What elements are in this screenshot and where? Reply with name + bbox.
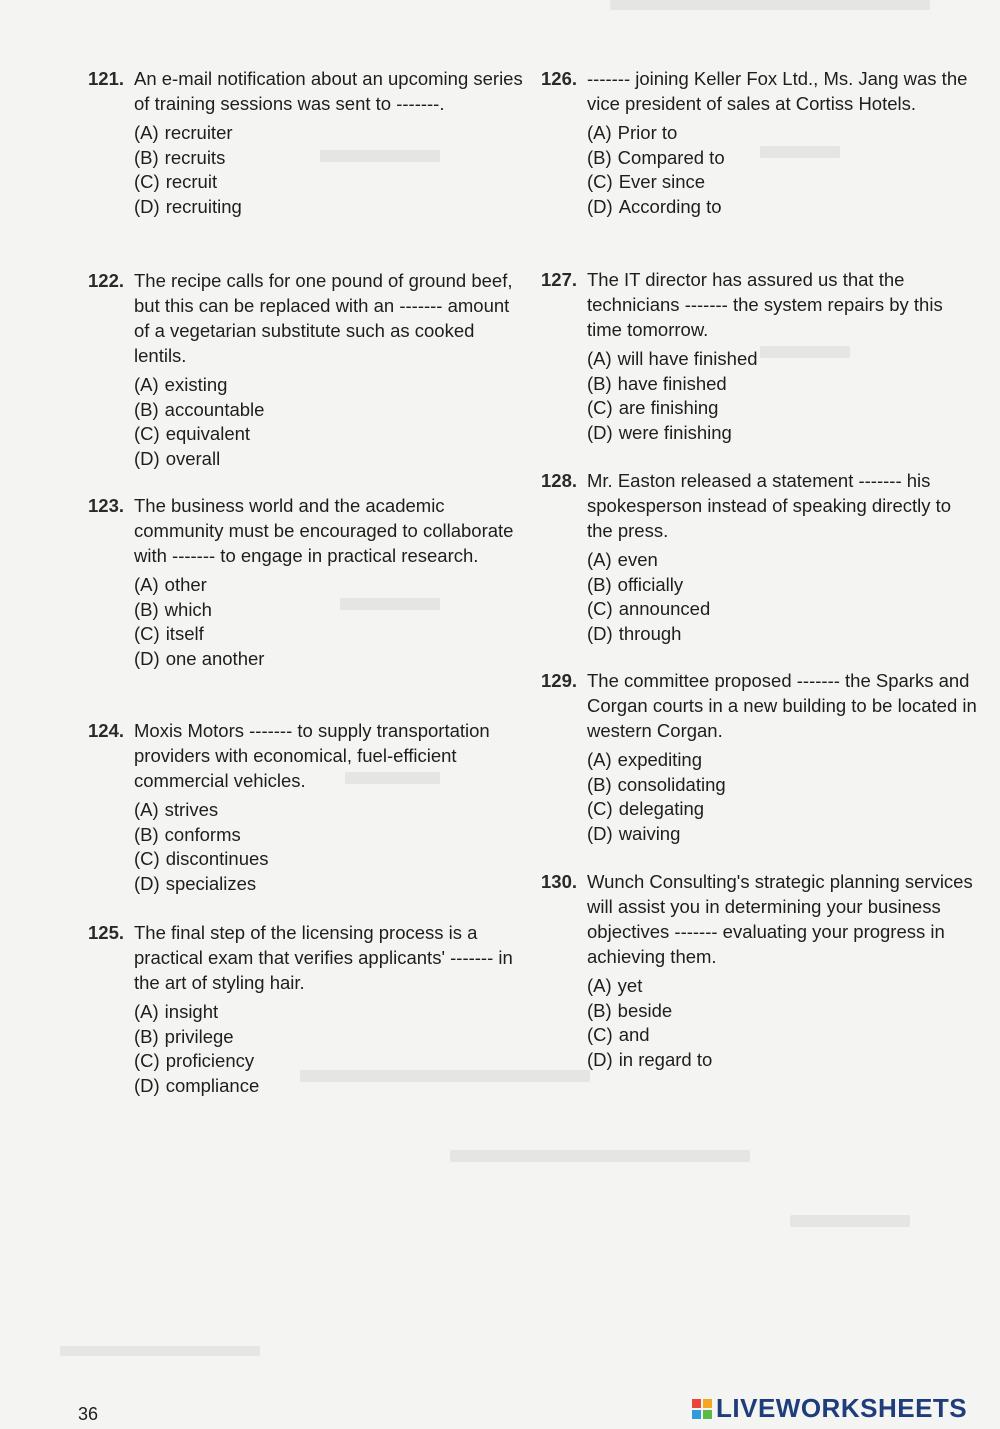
option-d[interactable]: (D) compliance <box>134 1075 260 1097</box>
option-a[interactable]: (A) other <box>134 574 207 595</box>
question-127 <box>541 267 981 446</box>
option-b[interactable]: (B) recruits <box>134 146 226 168</box>
option-a[interactable]: (A) recruiter <box>134 122 233 143</box>
question-stem: Mr. Easton released a statement ------- his spokesperson instead of speaking directly to the press. <box>587 470 952 541</box>
question-number: 121. <box>88 68 125 89</box>
question-stem: Wunch Consulting's strategic planning services will assist you in determining your business objectives ------- evaluating your progress in achieving them. <box>587 871 973 967</box>
option-a[interactable]: (A) even <box>587 549 658 570</box>
question-stem: The final step of the licensing process is a practical exam that verifies applicants' ------- in the art of styling hair. <box>134 922 513 993</box>
option-d[interactable]: (D) According to <box>587 196 722 218</box>
question-stem: The committee proposed ------- the Sparks and Corgan courts in a new building to be located in western Corgan. <box>587 670 977 741</box>
option-b[interactable]: (B) officially <box>587 573 684 595</box>
option-c[interactable]: (C) and <box>587 1024 650 1046</box>
bleed-mark <box>790 1215 910 1227</box>
question-number: 124. <box>88 720 125 741</box>
question-number: 126. <box>541 68 578 89</box>
bleed-mark <box>60 1346 260 1356</box>
question-stem: The IT director has assured us that the technicians ------- the system repairs by this time tomorrow. <box>587 269 943 340</box>
question-number: 128. <box>541 470 578 491</box>
question-stem: An e-mail notification about an upcoming series of training sessions was sent to -------. <box>134 68 523 114</box>
option-c[interactable]: (C) delegating <box>587 798 705 820</box>
option-d[interactable]: (D) one another <box>134 648 265 670</box>
question-129 <box>541 668 981 847</box>
option-c[interactable]: (C) Ever since <box>587 171 706 193</box>
question-number: 122. <box>88 270 125 291</box>
question-number: 130. <box>541 871 578 892</box>
question-stem: ------- joining Keller Fox Ltd., Ms. Jang was the vice president of sales at Cortiss Hotels. <box>587 68 968 114</box>
option-a[interactable]: (A) will have finished <box>587 348 758 369</box>
option-a[interactable]: (A) expediting <box>587 749 703 770</box>
question-number: 125. <box>88 922 125 943</box>
option-b[interactable]: (B) privilege <box>134 1025 234 1047</box>
liveworksheets-logo[interactable] <box>692 1393 967 1424</box>
option-d[interactable]: (D) overall <box>134 448 221 470</box>
question-number: 127. <box>541 269 578 290</box>
question-126 <box>541 66 981 220</box>
option-d[interactable]: (D) in regard to <box>587 1049 713 1071</box>
option-d[interactable]: (D) waiving <box>587 823 681 845</box>
option-a[interactable]: (A) insight <box>134 1001 219 1022</box>
question-121 <box>88 66 528 220</box>
option-b[interactable]: (B) conforms <box>134 823 241 845</box>
option-d[interactable]: (D) were finishing <box>587 422 732 444</box>
option-c[interactable]: (C) announced <box>587 598 711 620</box>
option-b[interactable]: (B) Compared to <box>587 146 725 168</box>
bleed-mark <box>450 1150 750 1162</box>
question-124 <box>88 718 528 897</box>
question-number: 129. <box>541 670 578 691</box>
option-c[interactable]: (C) discontinues <box>134 848 269 870</box>
option-c[interactable]: (C) itself <box>134 623 204 645</box>
option-a[interactable]: (A) yet <box>587 975 643 996</box>
logo-wordmark: LIVEWORKSHEETS <box>716 1393 968 1423</box>
question-stem: The recipe calls for one pound of ground beef, but this can be replaced with an ------- amount of a vegetarian substitute such as cooked lentils. <box>134 270 513 366</box>
option-c[interactable]: (C) are finishing <box>587 397 719 419</box>
option-a[interactable]: (A) existing <box>134 374 228 395</box>
logo-square <box>703 1399 712 1408</box>
logo-square <box>692 1399 701 1408</box>
option-a[interactable]: (A) Prior to <box>587 122 678 143</box>
question-stem: The business world and the academic community must be encouraged to collaborate with ------- to engage in practical research. <box>134 495 514 566</box>
option-b[interactable]: (B) which <box>134 598 212 620</box>
option-b[interactable]: (B) consolidating <box>587 773 726 795</box>
option-c[interactable]: (C) proficiency <box>134 1050 255 1072</box>
option-b[interactable]: (B) accountable <box>134 398 265 420</box>
question-128 <box>541 468 981 647</box>
option-a[interactable]: (A) strives <box>134 799 219 820</box>
option-c[interactable]: (C) recruit <box>134 171 218 193</box>
bleed-mark <box>610 0 930 10</box>
option-b[interactable]: (B) have finished <box>587 372 727 394</box>
question-123 <box>88 493 528 672</box>
question-125 <box>88 920 528 1099</box>
question-122 <box>88 268 528 472</box>
option-d[interactable]: (D) through <box>587 623 682 645</box>
question-130 <box>541 869 981 1073</box>
logo-grid-icon <box>692 1399 712 1419</box>
question-stem: Moxis Motors ------- to supply transportation providers with economical, fuel-efficient commercial vehicles. <box>134 720 490 791</box>
logo-square <box>703 1410 712 1419</box>
page-number: 36 <box>78 1404 99 1424</box>
option-d[interactable]: (D) specializes <box>134 873 257 895</box>
question-number: 123. <box>88 495 125 516</box>
option-c[interactable]: (C) equivalent <box>134 423 251 445</box>
logo-square <box>692 1410 701 1419</box>
option-d[interactable]: (D) recruiting <box>134 196 242 218</box>
option-b[interactable]: (B) beside <box>587 999 673 1021</box>
